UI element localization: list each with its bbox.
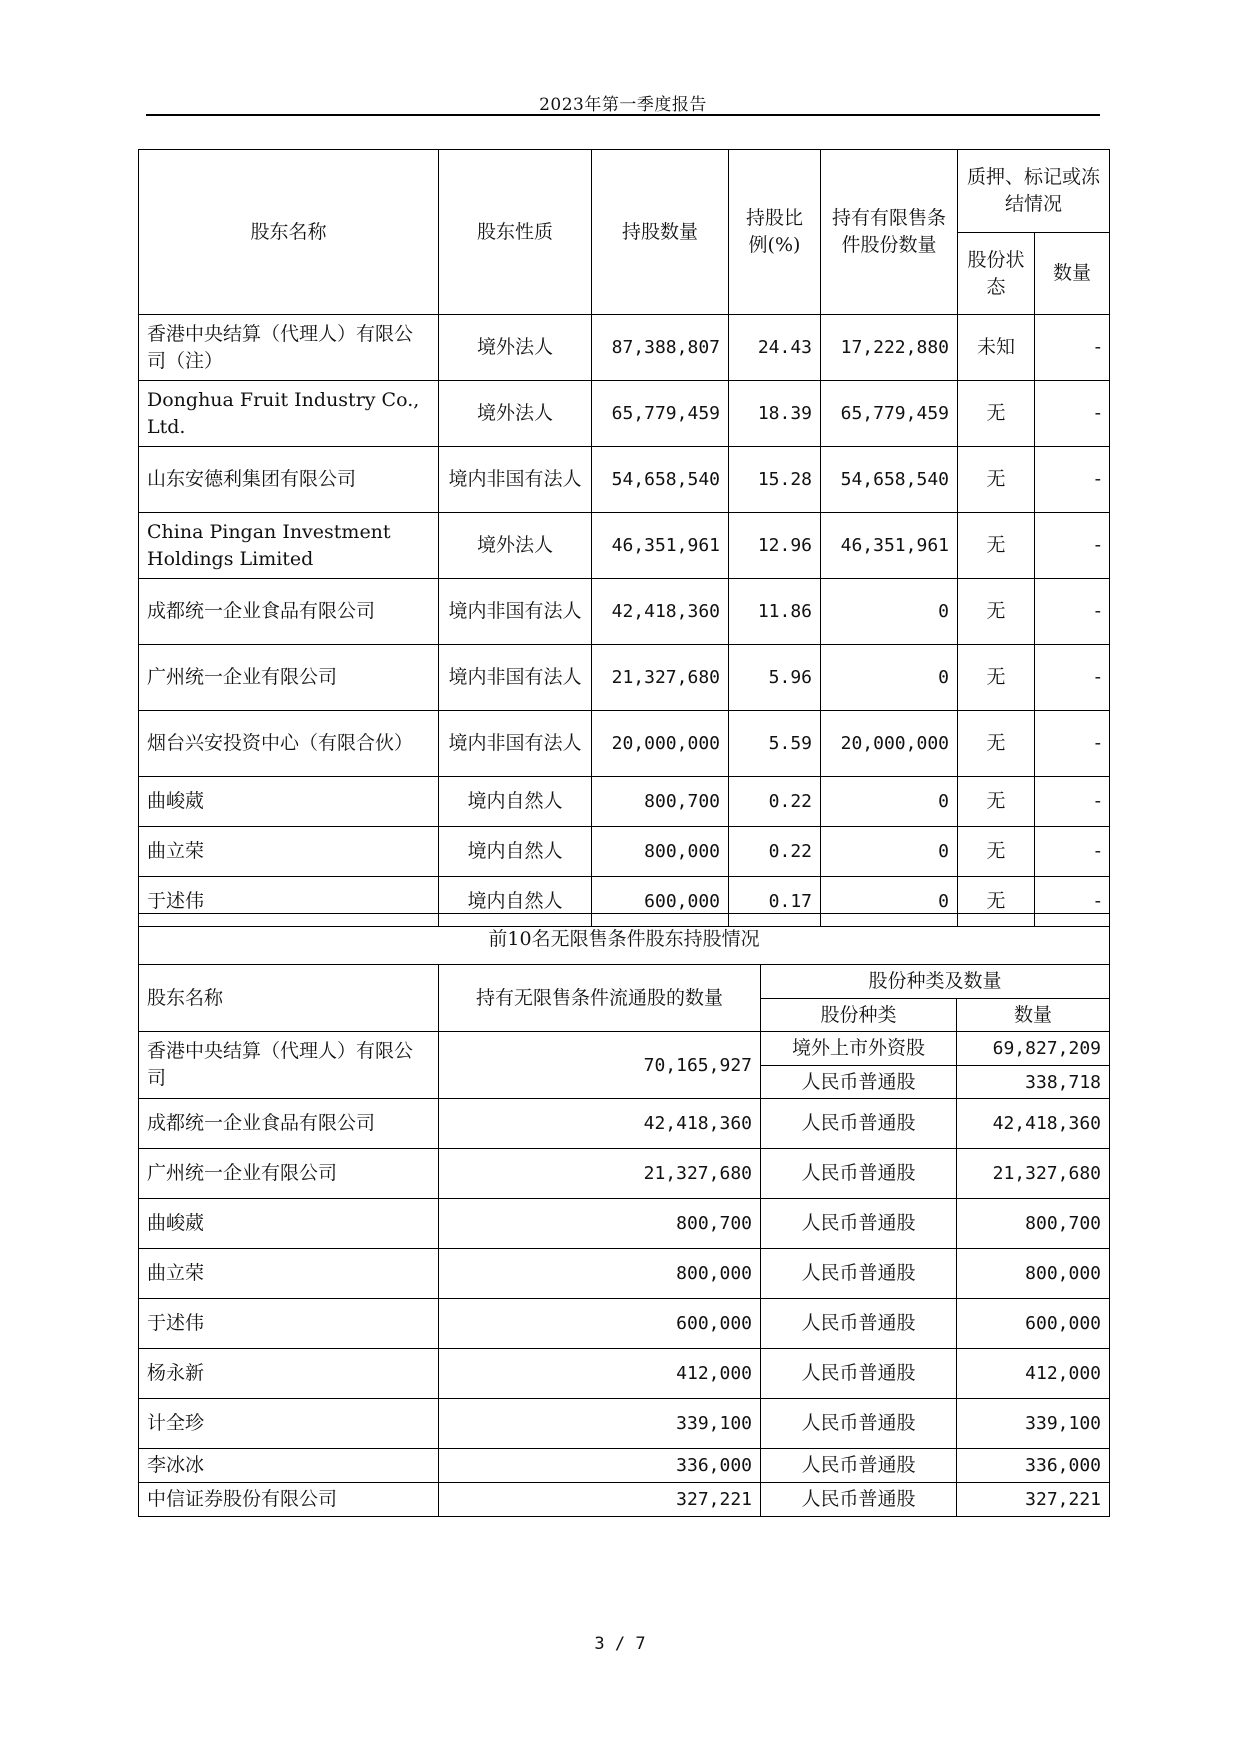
table-cell-unrestricted: 412,000	[439, 1349, 761, 1399]
table-row	[139, 1349, 1110, 1399]
table-cell-shares: 20,000,000	[592, 711, 729, 777]
table-row	[139, 1299, 1110, 1349]
table-cell-nature: 境外法人	[439, 381, 592, 447]
header-share-quantity: 数量	[957, 999, 1110, 1032]
table-cell-name: 山东安德利集团有限公司	[139, 447, 439, 513]
report-header-title: 2023年第一季度报告	[539, 95, 707, 115]
table-cell-qty: 336,000	[957, 1449, 1110, 1483]
table-cell-qty: -	[1035, 777, 1110, 827]
table-cell-name: 曲立荣	[139, 1249, 439, 1299]
table-cell-qty: -	[1035, 381, 1110, 447]
table-row	[139, 447, 1110, 513]
table-cell-share-type: 境外上市外资股	[761, 1032, 957, 1066]
table-cell-restricted: 65,779,459	[821, 381, 958, 447]
table-cell-type: 人民币普通股	[761, 1299, 957, 1349]
table-cell-unrestricted: 336,000	[439, 1449, 761, 1483]
table-cell-status: 无	[958, 513, 1035, 579]
header-pledge-quantity: 数量	[1035, 233, 1110, 315]
table-cell-type: 人民币普通股	[761, 1483, 957, 1517]
table-cell-name: 曲峻葳	[139, 777, 439, 827]
page-number: 3 / 7	[594, 1634, 646, 1654]
header-holding-ratio: 持股比例(%)	[729, 150, 821, 315]
table-row	[139, 1149, 1110, 1199]
table-row	[139, 1399, 1110, 1449]
header-rule	[146, 114, 1100, 116]
table-cell-name: 成都统一企业食品有限公司	[139, 579, 439, 645]
table-row	[139, 1483, 1110, 1517]
table-cell-name: 成都统一企业食品有限公司	[139, 1099, 439, 1149]
table-cell-shares: 42,418,360	[592, 579, 729, 645]
table-cell-type: 人民币普通股	[761, 1249, 957, 1299]
table-cell-restricted: 17,222,880	[821, 315, 958, 381]
table-cell-name: 香港中央结算（代理人）有限公司	[139, 1032, 439, 1099]
table-cell-restricted: 0	[821, 777, 958, 827]
table-cell-qty: -	[1035, 579, 1110, 645]
table-row	[139, 645, 1110, 711]
table-cell-nature: 境内非国有法人	[439, 645, 592, 711]
header-unrestricted-shares: 持有无限售条件流通股的数量	[439, 965, 761, 1032]
table-cell-type: 人民币普通股	[761, 1099, 957, 1149]
table-cell-ratio: 11.86	[729, 579, 821, 645]
table-cell-qty: 412,000	[957, 1349, 1110, 1399]
table-cell-unrestricted: 21,327,680	[439, 1149, 761, 1199]
table-cell-status: 无	[958, 711, 1035, 777]
top-10-shareholders-table	[138, 149, 1110, 927]
table-cell-ratio: 0.17	[729, 877, 821, 927]
table-cell-name: China Pingan Investment Holdings Limited	[139, 513, 439, 579]
table-cell-name: 曲立荣	[139, 827, 439, 877]
table-cell-qty: -	[1035, 447, 1110, 513]
table-cell-ratio: 24.43	[729, 315, 821, 381]
table-cell-status: 无	[958, 877, 1035, 927]
table-cell-unrestricted: 339,100	[439, 1399, 761, 1449]
table-cell-restricted: 0	[821, 827, 958, 877]
table-row	[139, 777, 1110, 827]
table-cell-shares: 800,700	[592, 777, 729, 827]
table-cell-unrestricted: 42,418,360	[439, 1099, 761, 1149]
table-cell-type: 人民币普通股	[761, 1399, 957, 1449]
table-cell-name: 曲峻葳	[139, 1199, 439, 1249]
header-shareholder-name: 股东名称	[139, 150, 439, 315]
table-cell-qty: -	[1035, 827, 1110, 877]
table-cell-name: 香港中央结算（代理人）有限公司（注）	[139, 315, 439, 381]
table-row	[139, 579, 1110, 645]
table-cell-name: 烟台兴安投资中心（有限合伙）	[139, 711, 439, 777]
table-cell-name: 李冰冰	[139, 1449, 439, 1483]
table-cell-restricted: 46,351,961	[821, 513, 958, 579]
table-row	[139, 315, 1110, 381]
table-cell-status: 无	[958, 645, 1035, 711]
unrestricted-shareholders-body	[139, 1099, 1110, 1517]
table-cell-shares: 21,327,680	[592, 645, 729, 711]
table-cell-qty: -	[1035, 315, 1110, 381]
table-cell-qty: -	[1035, 645, 1110, 711]
table-cell-restricted: 0	[821, 645, 958, 711]
table-cell-ratio: 12.96	[729, 513, 821, 579]
header-unrestricted-shareholder-name: 股东名称	[139, 965, 439, 1032]
top-10-unrestricted-shareholders-table	[138, 913, 1110, 1517]
table-cell-status: 无	[958, 447, 1035, 513]
table-cell-share-qty: 69,827,209	[957, 1032, 1110, 1066]
header-share-type-group: 股份种类及数量	[761, 965, 1110, 999]
table-cell-name: Donghua Fruit Industry Co., Ltd.	[139, 381, 439, 447]
table-cell-restricted: 0	[821, 877, 958, 927]
table-cell-shares: 600,000	[592, 877, 729, 927]
table-row	[139, 381, 1110, 447]
table-cell-shares: 54,658,540	[592, 447, 729, 513]
table-cell-unrestricted: 600,000	[439, 1299, 761, 1349]
table-cell-nature: 境内自然人	[439, 827, 592, 877]
table-cell-qty: 800,000	[957, 1249, 1110, 1299]
table-cell-restricted: 54,658,540	[821, 447, 958, 513]
table-cell-qty: 339,100	[957, 1399, 1110, 1449]
table-cell-qty: -	[1035, 711, 1110, 777]
table-cell-nature: 境外法人	[439, 315, 592, 381]
table-cell-ratio: 15.28	[729, 447, 821, 513]
table-cell-qty: -	[1035, 513, 1110, 579]
table-cell-status: 无	[958, 579, 1035, 645]
table-cell-share-type: 人民币普通股	[761, 1066, 957, 1099]
table-cell-name: 广州统一企业有限公司	[139, 1149, 439, 1199]
table-cell-ratio: 0.22	[729, 827, 821, 877]
table-cell-qty: -	[1035, 877, 1110, 927]
table-row	[139, 1099, 1110, 1149]
table-cell-ratio: 0.22	[729, 777, 821, 827]
table-cell-restricted: 0	[821, 579, 958, 645]
table-cell-shares: 65,779,459	[592, 381, 729, 447]
table-cell-ratio: 18.39	[729, 381, 821, 447]
table-cell-restricted: 20,000,000	[821, 711, 958, 777]
unrestricted-table-title: 前10名无限售条件股东持股情况	[139, 914, 1110, 965]
table-cell-qty: 42,418,360	[957, 1099, 1110, 1149]
table-cell-name: 中信证券股份有限公司	[139, 1483, 439, 1517]
table-cell-shares: 87,388,807	[592, 315, 729, 381]
table-cell-status: 未知	[958, 315, 1035, 381]
header-restricted-shares: 持有有限售条件股份数量	[821, 150, 958, 315]
table-cell-qty: 21,327,680	[957, 1149, 1110, 1199]
table-cell-name: 计全珍	[139, 1399, 439, 1449]
table-cell-nature: 境内非国有法人	[439, 711, 592, 777]
table-cell-unrestricted: 70,165,927	[439, 1032, 761, 1099]
table-cell-nature: 境内非国有法人	[439, 447, 592, 513]
table-cell-name: 杨永新	[139, 1349, 439, 1399]
header-shareholder-nature: 股东性质	[439, 150, 592, 315]
table-row	[139, 1449, 1110, 1483]
table-cell-ratio: 5.96	[729, 645, 821, 711]
table-cell-qty: 327,221	[957, 1483, 1110, 1517]
table-cell-type: 人民币普通股	[761, 1349, 957, 1399]
table-cell-status: 无	[958, 777, 1035, 827]
table-cell-status: 无	[958, 827, 1035, 877]
header-pledge-status-group: 质押、标记或冻结情况	[958, 150, 1110, 233]
table-cell-nature: 境内自然人	[439, 877, 592, 927]
header-share-type: 股份种类	[761, 999, 957, 1032]
table-cell-share-qty: 338,718	[957, 1066, 1110, 1099]
table-cell-unrestricted: 800,000	[439, 1249, 761, 1299]
table-row	[139, 711, 1110, 777]
table-cell-shares: 46,351,961	[592, 513, 729, 579]
top-10-shareholders-body	[139, 315, 1110, 927]
table-cell-name: 于述伟	[139, 877, 439, 927]
table-cell-nature: 境外法人	[439, 513, 592, 579]
header-shares-held: 持股数量	[592, 150, 729, 315]
table-cell-type: 人民币普通股	[761, 1449, 957, 1483]
table-row	[139, 513, 1110, 579]
table-row	[139, 1249, 1110, 1299]
table-cell-status: 无	[958, 381, 1035, 447]
table-cell-name: 于述伟	[139, 1299, 439, 1349]
table-cell-type: 人民币普通股	[761, 1199, 957, 1249]
table-cell-qty: 800,700	[957, 1199, 1110, 1249]
table-cell-name: 广州统一企业有限公司	[139, 645, 439, 711]
table-cell-unrestricted: 327,221	[439, 1483, 761, 1517]
table-row	[139, 827, 1110, 877]
table-cell-type: 人民币普通股	[761, 1149, 957, 1199]
table-cell-unrestricted: 800,700	[439, 1199, 761, 1249]
table-cell-qty: 600,000	[957, 1299, 1110, 1349]
table-cell-shares: 800,000	[592, 827, 729, 877]
table-cell-ratio: 5.59	[729, 711, 821, 777]
table-cell-nature: 境内自然人	[439, 777, 592, 827]
table-row	[139, 1199, 1110, 1249]
header-share-status: 股份状态	[958, 233, 1035, 315]
table-cell-nature: 境内非国有法人	[439, 579, 592, 645]
